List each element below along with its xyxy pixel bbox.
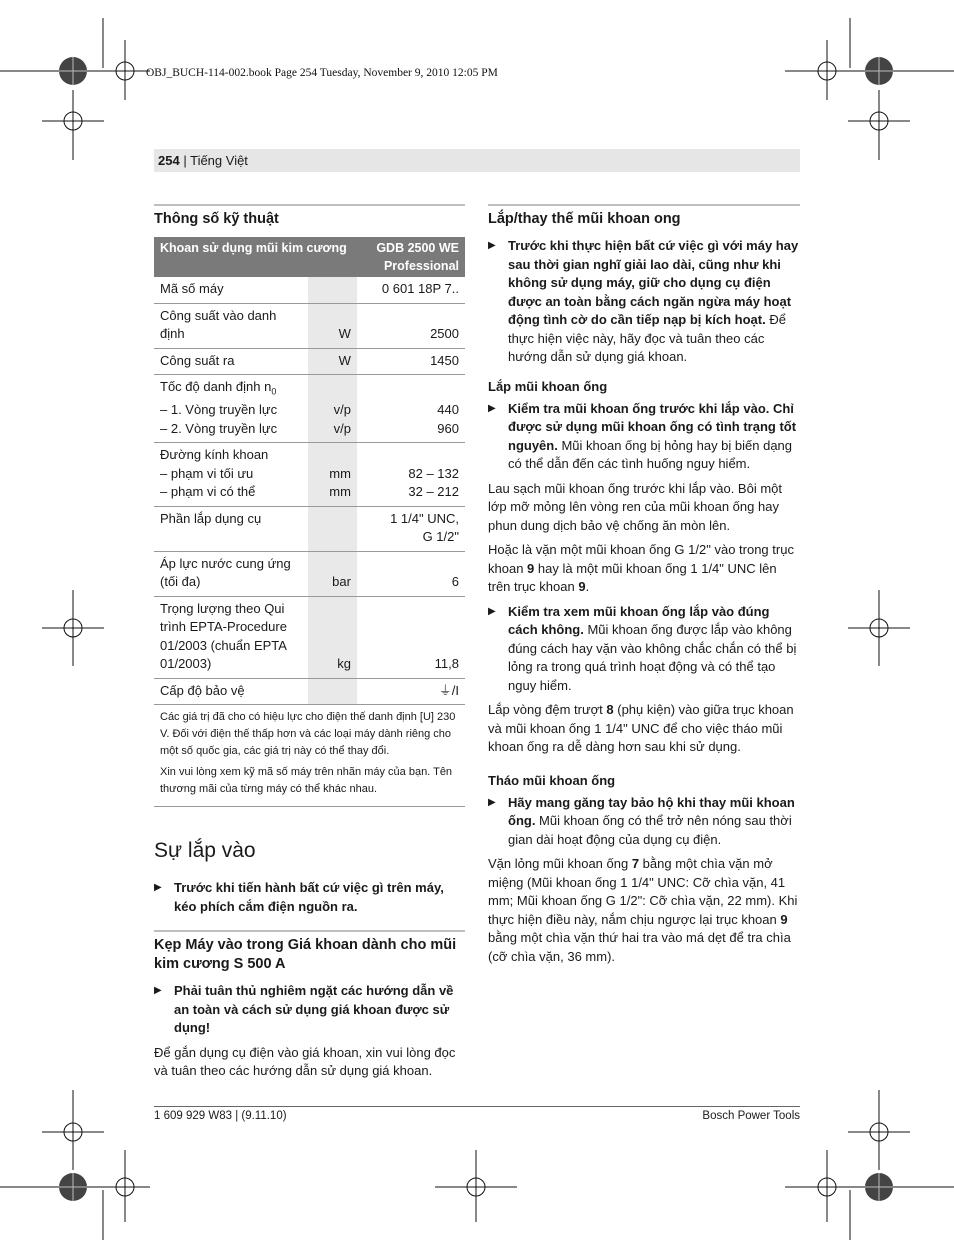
spec-table	[154, 237, 465, 705]
text-run: .	[585, 579, 590, 594]
row-unit	[308, 277, 357, 303]
core-bit-heading: Lắp/thay thế mũi khoan ong	[488, 204, 800, 229]
specs-heading: Thông số kỹ thuật	[154, 204, 465, 229]
ref-number: 9	[578, 579, 586, 594]
text-run: hay là một mũi khoan ống 1 1/4" UNC lên trên trục khoan	[488, 560, 777, 594]
row-label: Công suất vào danh định	[154, 303, 308, 348]
subheading-insert: Lắp mũi khoan ống	[488, 378, 608, 394]
footer-doc-id: 1 609 929 W83 | (9.11.10)	[154, 1110, 287, 1122]
row-label: Trọng lượng theo Qui trình EPTA-Procedure 01/2003 (chuẩn EPTA 01/2003)	[154, 596, 308, 678]
text-run: (phụ kiện) vào giữa trục khoan và mũi khoan ống 1 1/4" UNC để cho việc tháo mũi khoan ống ra dễ dàng hơn sau khi sử dụng.	[488, 702, 794, 754]
clamp-heading: Kẹp Máy vào trong Giá khoan dành cho mũi kim cương S 500 A	[154, 930, 465, 974]
row-value: 2500	[357, 303, 465, 348]
bullet-text: Mũi khoan ống có thể trở nên nóng sau thời gian dài hoạt động của dụng cụ điện.	[508, 813, 792, 847]
bullet-arrow-icon: ▶	[154, 985, 162, 997]
bullet-arrow-icon: ▶	[488, 240, 496, 251]
ref-number: 8	[606, 702, 614, 717]
row-value-line: 440	[437, 402, 459, 418]
safety-bullet	[154, 879, 465, 916]
row-label: Phần lắp dụng cụ	[154, 506, 308, 551]
body-paragraph: Để gắn dụng cụ điện vào giá khoan, xin vui lòng đọc và tuân theo các hướng dẫn sử dụng giá khoan.	[154, 1044, 456, 1079]
row-unit: bar	[308, 551, 357, 596]
row-value-line: 1 1/4" UNC,	[390, 510, 459, 526]
row-value: 1450	[357, 348, 465, 375]
row-subline: – phạm vi tối ưu	[160, 465, 254, 481]
row-subline: – phạm vi có thể	[160, 484, 256, 500]
table-row	[154, 551, 465, 596]
bullet-bold: Kiểm tra xem mũi khoan ống lắp vào đúng cách không.	[508, 603, 770, 637]
text-run: Hoặc là vặn một mũi khoan ống G 1/2" vào trong trục khoan	[488, 542, 794, 576]
speed-label: Tốc độ danh định n	[160, 379, 272, 394]
bullet-text: Mũi khoan ống được lắp vào không đúng cách hay vặn vào không chắc chắn có thể bị lỏng ra trong quá trình hoạt động và có thể tạo nguy hiểm.	[508, 622, 797, 693]
row-value	[357, 375, 465, 443]
row-unit: kg	[308, 596, 357, 678]
model-line: Professional	[383, 259, 459, 273]
row-unit: W	[308, 303, 357, 348]
row-subline: – 1. Vòng truyền lực	[160, 402, 278, 418]
text-run: Lắp vòng đệm trượt	[488, 702, 607, 717]
left-column	[154, 204, 465, 1087]
row-label: Cấp độ bảo vệ	[154, 678, 308, 705]
speed-subscript: 0	[271, 386, 277, 397]
row-value	[357, 506, 465, 551]
row-value	[357, 443, 465, 507]
text-run: bằng một chìa vặn mở miệng (Mũi khoan ống 1 1/4" UNC: Cỡ chìa vặn, 41 mm; Mũi khoan ống G 1/2": Cỡ chìa vặn, 22 mm). Khi thực hiện điều này, nắm chịu ngược lại trục khoan	[488, 856, 798, 927]
text-run: bằng một chìa vặn thứ hai tra vào má dẹt để tra chìa (cỡ chìa vặn, 36 mm).	[488, 930, 791, 964]
footer-brand: Bosch Power Tools	[702, 1110, 800, 1122]
bullet-text: Phải tuân thủ nghiêm ngặt các hướng dẫn về an toàn và cách sử dụng giá khoan được sử dụng!	[174, 983, 454, 1036]
ref-number: 7	[631, 856, 640, 871]
page-header-bar	[154, 149, 800, 172]
row-value-line: 960	[437, 420, 459, 436]
table-row	[154, 375, 465, 443]
table-row	[154, 303, 465, 348]
spec-note: Các giá trị đã cho có hiệu lực cho điện thế danh định [U] 230 V. Đối với điện thế thấp hơn và các loại máy dành riêng cho một số quốc gia, các giá trị này có thể thay đổi.	[160, 711, 456, 758]
body-paragraph	[488, 855, 800, 966]
header-language: Tiếng Việt	[190, 153, 248, 168]
bullet-bold: Kiểm tra mũi khoan ống trước khi lắp vào. Chỉ được sử dụng mũi khoan ống có tình trạng tốt nguyên.	[508, 400, 797, 453]
body-paragraph	[488, 701, 800, 757]
bullet-arrow-icon: ▶	[488, 605, 496, 617]
page-number: 254	[158, 153, 180, 168]
spec-table-header	[154, 237, 465, 277]
file-header: OBJ_BUCH-114-002.book Page 254 Tuesday, November 9, 2010 12:05 PM	[146, 67, 498, 79]
bullet-bold: Trước khi thực hiện bất cứ việc gì với máy hay sau thời gian nghĩ giải lao dài, cũng như khi không sử dụng máy, giữ cho dụng cụ điện được an toàn bằng cách ngăn ngừa máy hoạt động tình cờ do cần tiếp nạp bị kích hoạt.	[508, 238, 799, 327]
safety-bullet	[488, 603, 800, 696]
row-value: 6	[357, 551, 465, 596]
spec-header-product: Khoan sử dụng mũi kim cương	[154, 237, 357, 277]
row-value-line: 82 – 132	[408, 465, 459, 481]
ref-number: 9	[527, 560, 535, 576]
safety-bullet	[488, 794, 800, 850]
table-row	[154, 678, 465, 705]
row-value: 0 601 18P 7..	[357, 277, 465, 303]
row-unit-line: v/p	[333, 402, 351, 418]
text-run: Vặn lỏng mũi khoan ống	[488, 856, 632, 871]
bullet-arrow-icon: ▶	[488, 796, 496, 808]
row-unit	[308, 678, 357, 705]
safety-bullet	[488, 237, 800, 367]
body-paragraph	[488, 541, 800, 597]
row-label	[154, 443, 308, 507]
spec-note: Xin vui lòng xem kỹ mã số máy trên nhãn máy của bạn. Tên thương mãi của từng máy có thể khác nhau.	[160, 766, 453, 796]
bullet-bold: Hãy mang găng tay bảo hộ khi thay mũi khoan ống.	[508, 794, 795, 828]
safety-bullet	[488, 400, 800, 474]
page-footer	[154, 1106, 800, 1122]
table-row	[154, 348, 465, 375]
row-label: Áp lực nước cung ứng (tối đa)	[154, 551, 308, 596]
spec-header-model	[357, 237, 465, 277]
protection-class-symbol: ⏚/I	[357, 678, 465, 705]
row-label-text: Đường kính khoan	[160, 447, 269, 463]
row-subline: – 2. Vòng truyền lực	[160, 420, 278, 436]
row-label: Mã số máy	[154, 277, 308, 303]
bullet-text: Trước khi tiến hành bất cứ việc gì trên máy, kéo phích cắm điện nguồn ra.	[174, 880, 444, 914]
install-heading: Sự lắp vào	[154, 839, 256, 863]
row-label: Công suất ra	[154, 348, 308, 375]
right-column	[488, 204, 800, 972]
table-row	[154, 506, 465, 551]
model-name: GDB 2500 WE	[376, 241, 459, 255]
header-separator: |	[183, 153, 187, 168]
row-value: 11,8	[357, 596, 465, 678]
bullet-text: Để thực hiện việc này, hãy đọc và tuân theo các hướng dẫn sử dụng giá khoan.	[508, 312, 786, 364]
row-unit-line: mm	[329, 484, 351, 500]
row-unit	[308, 443, 357, 507]
subheading-remove: Tháo mũi khoan ống	[488, 772, 616, 788]
spec-notes	[154, 705, 465, 807]
bullet-arrow-icon: ▶	[488, 402, 496, 414]
body-paragraph: Lau sạch mũi khoan ống trước khi lắp vào. Bôi một lớp mỡ mỏng lên vòng ren của mũi khoan ống hay phun dung dịch bảo vệ chống ăn mòn lên.	[488, 480, 782, 533]
row-value-line: 32 – 212	[408, 484, 459, 500]
row-unit-line: v/p	[333, 420, 351, 436]
safety-bullet	[154, 982, 465, 1038]
bullet-text: Mũi khoan ống bị hỏng hay bị biến dạng có thể dẫn đến các tình huống nguy hiểm.	[508, 437, 793, 471]
row-value-line: G 1/2"	[422, 529, 459, 545]
row-unit	[308, 375, 357, 443]
table-row	[154, 277, 465, 303]
table-row	[154, 443, 465, 507]
row-label	[154, 375, 308, 443]
row-unit: W	[308, 348, 357, 375]
ref-number: 9	[780, 911, 788, 927]
row-unit	[308, 506, 357, 551]
bullet-arrow-icon: ▶	[154, 882, 162, 894]
table-row	[154, 596, 465, 678]
row-unit-line: mm	[329, 465, 351, 481]
